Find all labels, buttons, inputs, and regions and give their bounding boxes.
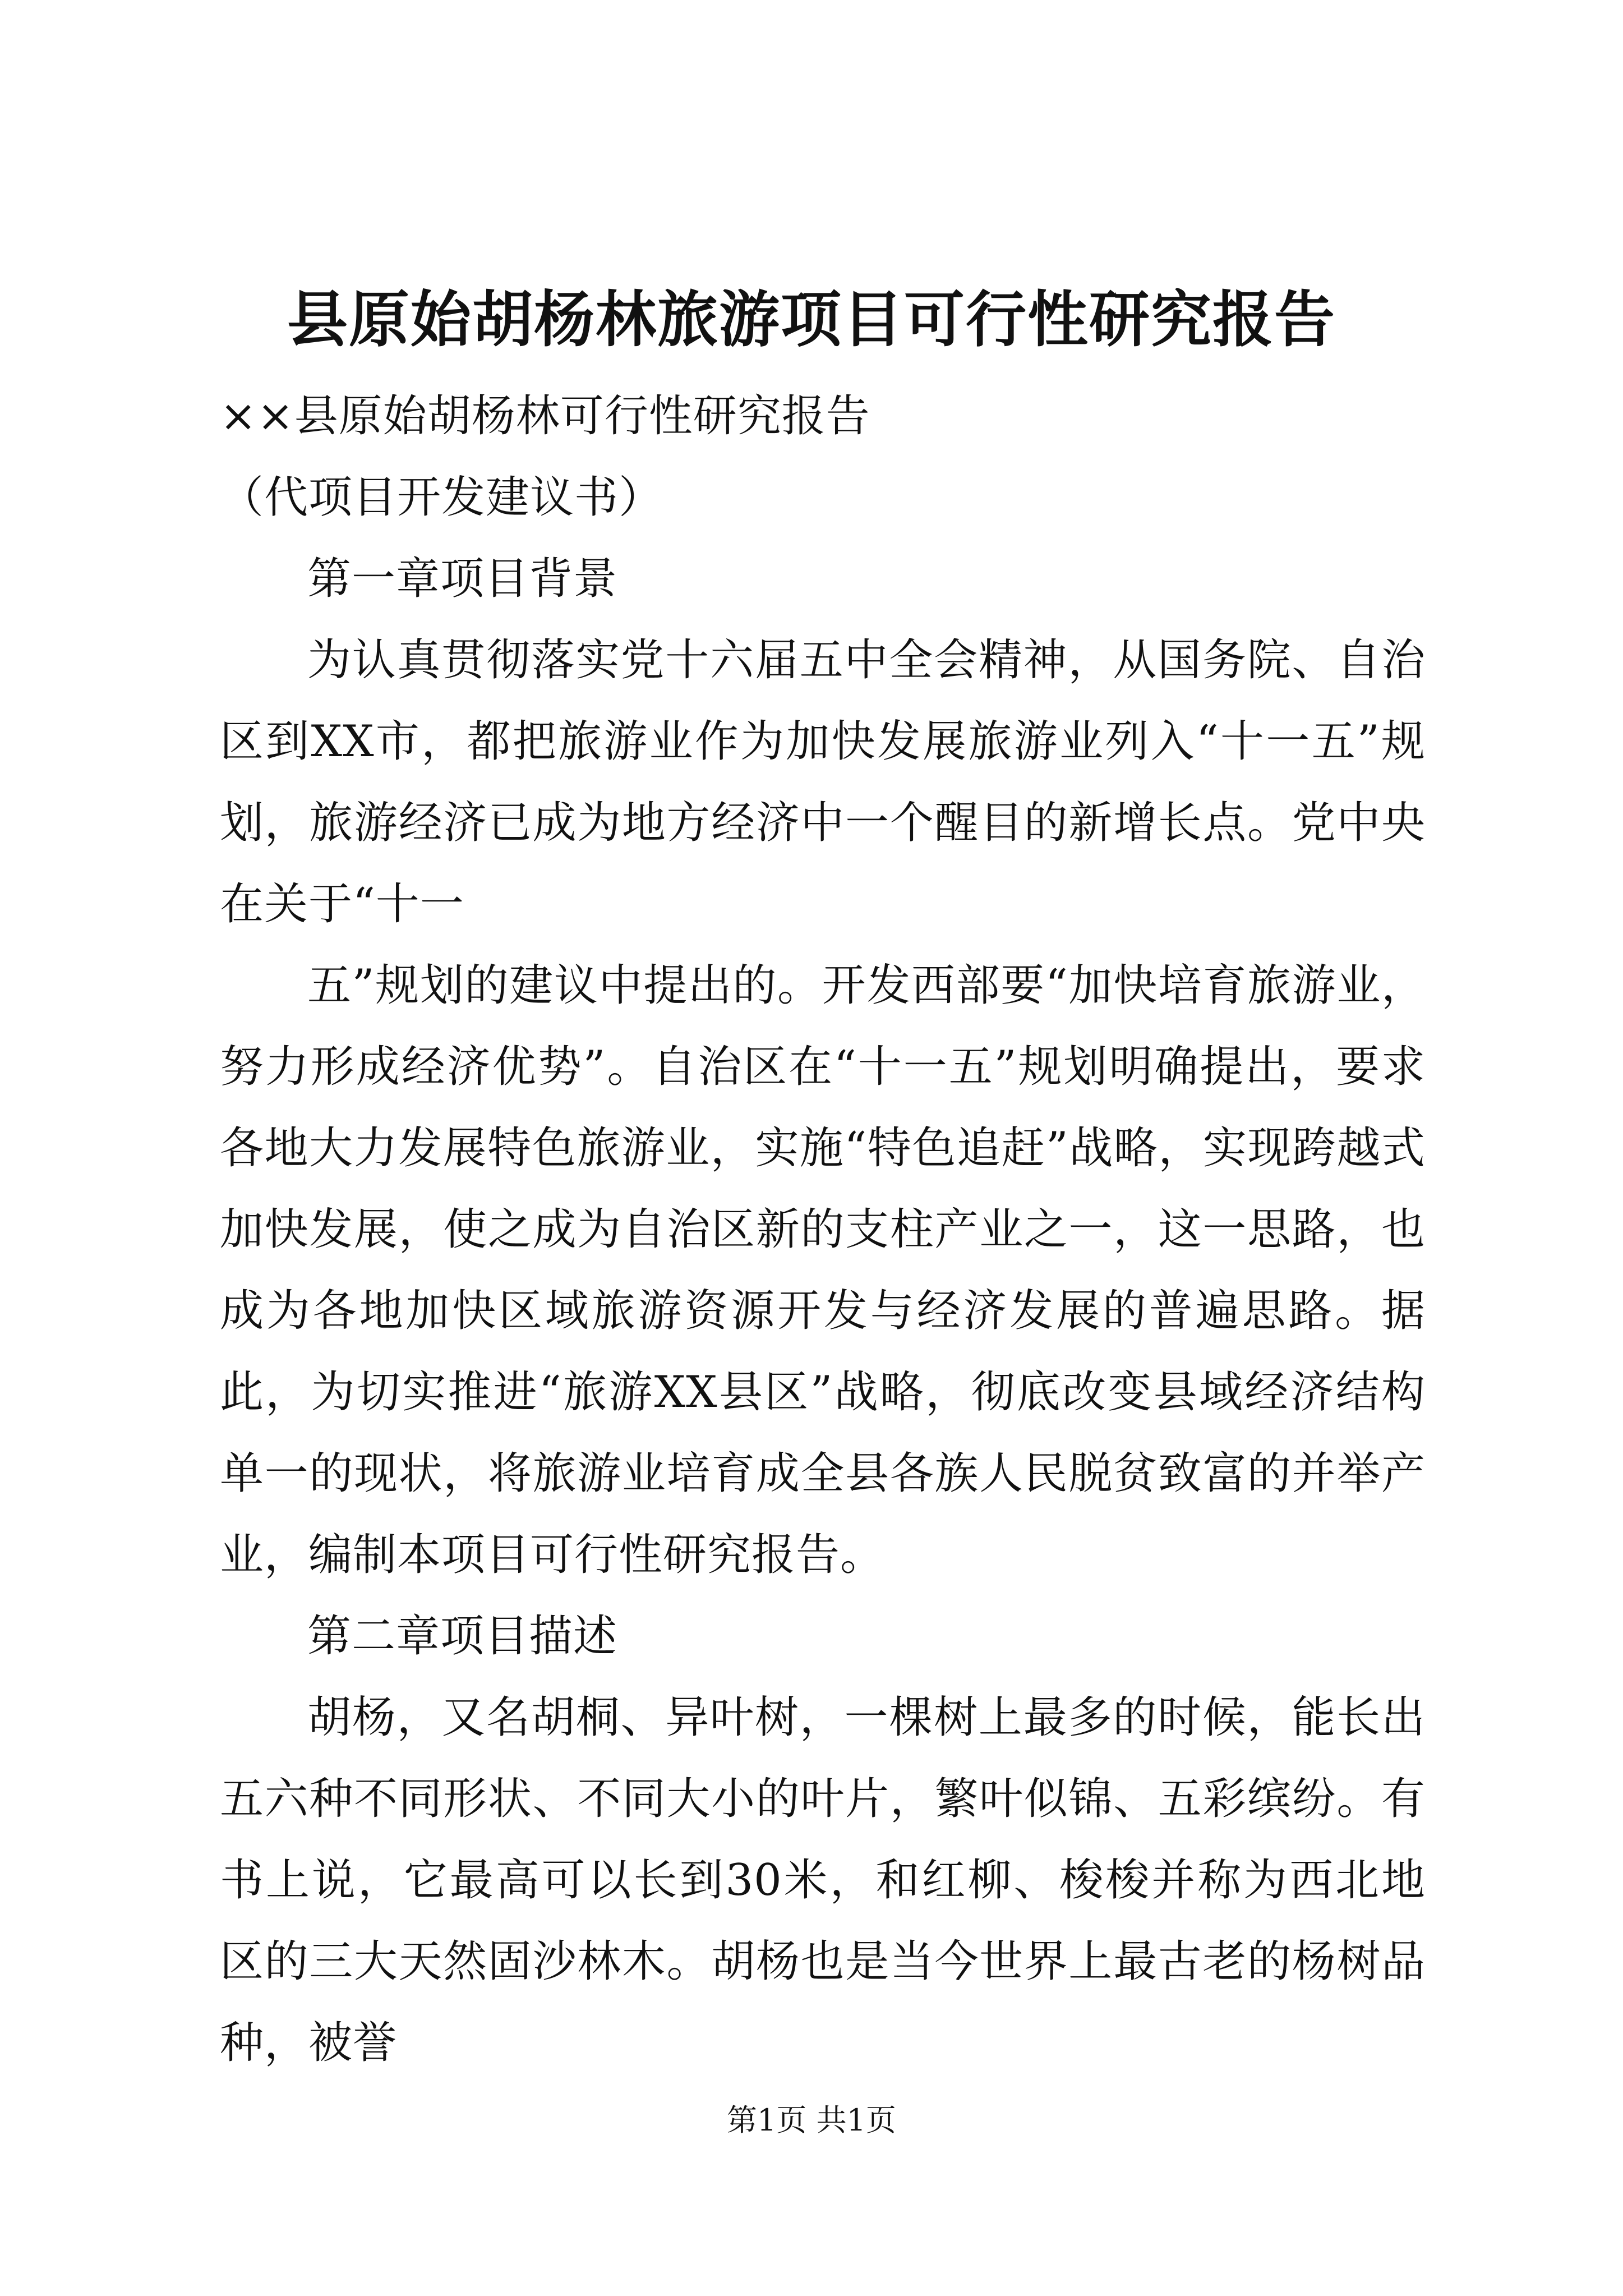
document-title: 县原始胡杨林旅游项目可行性研究报告 — [287, 284, 1336, 355]
subtitle-note: （代项目开发建议书） — [220, 472, 663, 523]
body-paragraph: 胡杨，又名胡桐、异叶树，一棵树上最多的时候，能长出五六种不同形状、不同大小的叶片，繁叶似锦、五彩缤纷。有书上说，它最高可以长到30米，和红柳、梭梭并称为西北地区的三大天然固沙林木。胡杨也是当今世界上最古老的杨树品种，被誉 — [220, 1692, 1426, 2068]
body-paragraph: 五”规划的建议中提出的。开发西部要“加快培育旅游业，努力形成经济优势”。自治区在“十一五”规划明确提出，要求各地大力发展特色旅游业，实施“特色追赶”战略，实现跨越式加快发展，使之成为自治区新的支柱产业之一，这一思路，也成为各地加快区域旅游资源开发与经济发展的普遍思路。据此，为切实推进“旅游XX县区”战略，彻底改变县域经济结构单一的现状，将旅游业培育成全县各族人民脱贫致富的并举产业，编制本项目可行性研究报告。 — [220, 960, 1426, 1580]
chapter-heading: 第二章项目描述 — [307, 1611, 618, 1662]
page-footer: 第1页 共1页 — [727, 2102, 896, 2138]
document-body — [220, 376, 1426, 2084]
subtitle-line: ××县原始胡杨林可行性研究报告 — [220, 391, 870, 441]
body-paragraph: 为认真贯彻落实党十六届五中全会精神，从国务院、自治区到XX市，都把旅游业作为加快发展旅游业列入“十一五”规划，旅游经济已成为地方经济中一个醒目的新增长点。党中央在关于“十一 — [220, 635, 1426, 930]
chapter-heading: 第一章项目背景 — [307, 554, 618, 604]
